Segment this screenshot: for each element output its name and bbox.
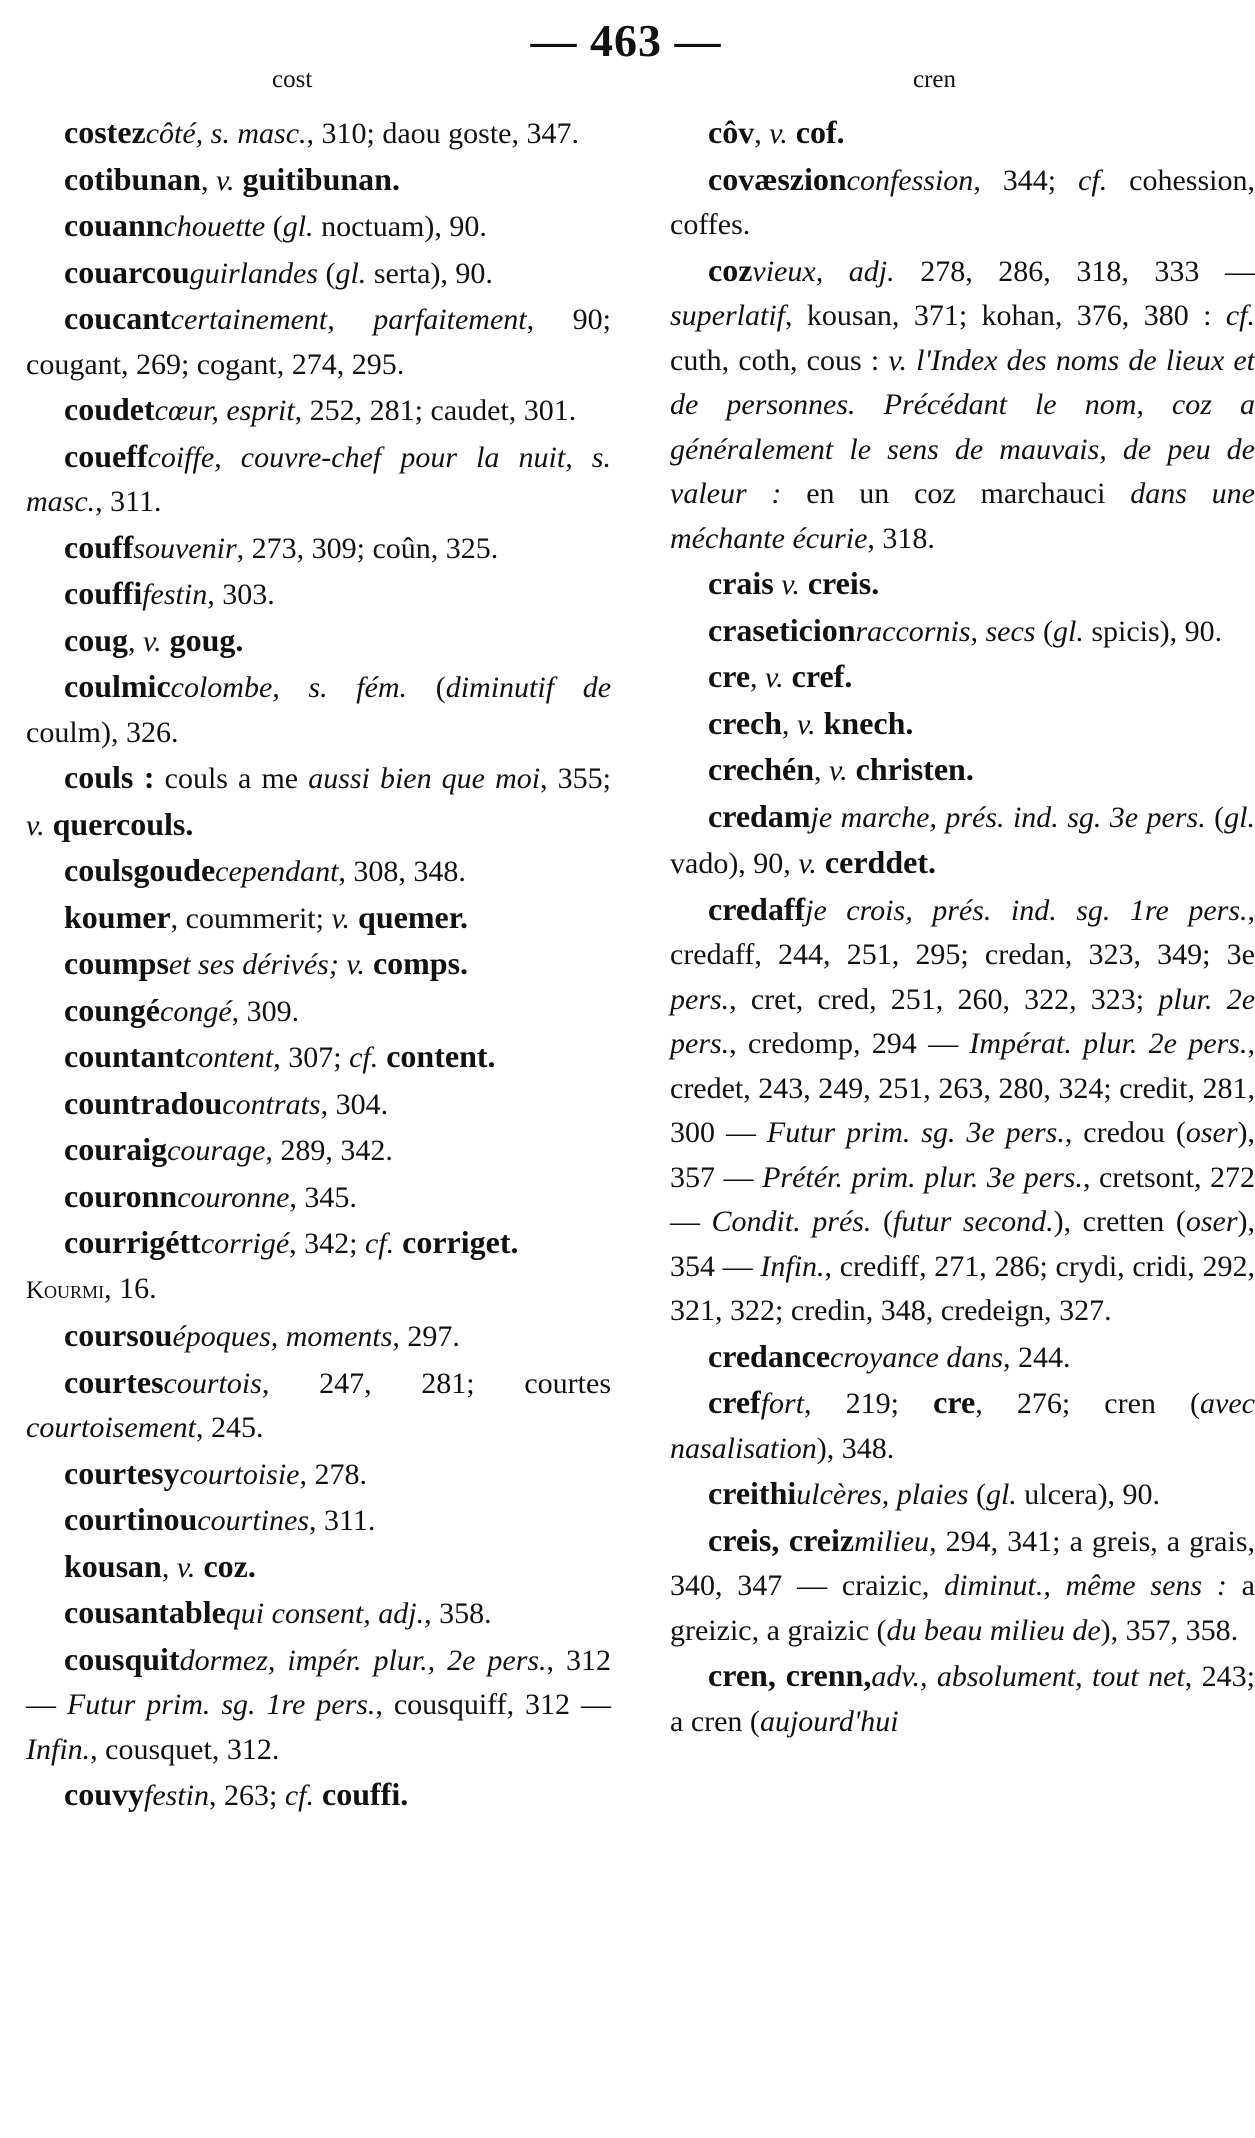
- entry-text: ), 354 —: [670, 1205, 1255, 1283]
- entry-text: , 278.: [299, 1457, 368, 1491]
- entry-text: , 303.: [207, 578, 275, 611]
- entry-text: a greizic, a graizic (: [670, 1569, 1255, 1647]
- headword: cotibunan: [64, 160, 201, 197]
- headword: creis, creiz: [708, 1521, 855, 1558]
- italic-gloss: corrigé: [200, 1227, 290, 1260]
- entry-text: , 244.: [1003, 1340, 1071, 1374]
- entry-text: vado), 90,: [670, 847, 799, 880]
- dictionary-entry: [26, 157, 611, 204]
- headword: coumps: [64, 945, 169, 981]
- headword: coz.: [195, 1547, 256, 1584]
- headword: cref.: [783, 658, 853, 694]
- italic-gloss: Infin.: [760, 1249, 825, 1283]
- entry-text: ), 357, 358.: [1100, 1613, 1239, 1647]
- italic-gloss: Impérat. plur. 2e pers.: [969, 1027, 1248, 1060]
- dictionary-entry: [26, 1034, 611, 1081]
- dictionary-entry: [670, 887, 1255, 1334]
- italic-gloss: cf.: [349, 1041, 379, 1074]
- italic-gloss: v.: [769, 117, 788, 150]
- dictionary-entry: [26, 571, 611, 618]
- dictionary-entry: [670, 1380, 1255, 1471]
- entry-text: , crediff, 271, 286; crydi, cridi, 292, 321, 322; credin, 348, credeign, 327.: [670, 1249, 1255, 1327]
- headword: coungé: [64, 991, 160, 1028]
- dictionary-entry: [26, 848, 611, 895]
- entry-text: ,: [161, 1550, 177, 1584]
- headword: coug: [64, 621, 128, 658]
- italic-gloss: pers.: [670, 982, 730, 1016]
- headword: corriget.: [394, 1224, 519, 1260]
- italic-gloss: courtoisement: [26, 1411, 196, 1444]
- headword: courtinou: [64, 1501, 198, 1537]
- italic-gloss: Condit. prés.: [711, 1205, 872, 1238]
- headword: côv: [708, 114, 755, 150]
- headword: courrigétt: [64, 1224, 201, 1260]
- entry-text: (: [871, 1205, 893, 1238]
- entry-text: (: [1035, 614, 1053, 648]
- dictionary-entry: [26, 1267, 611, 1314]
- italic-gloss: courtines: [197, 1504, 309, 1537]
- dictionary-entry: [670, 794, 1255, 887]
- headword: couffi.: [314, 1776, 409, 1812]
- dictionary-entry: [670, 654, 1255, 701]
- headword: cousquit: [64, 1640, 180, 1677]
- italic-gloss: gl.: [1224, 800, 1255, 834]
- italic-gloss: et ses dérivés; v.: [168, 948, 365, 981]
- italic-gloss: v.: [798, 847, 817, 880]
- entry-text: (: [1205, 800, 1225, 834]
- entry-text: , 245.: [195, 1411, 264, 1444]
- entry-text: , 310; daou goste, 347.: [306, 117, 579, 150]
- headword: credance: [708, 1337, 831, 1374]
- dictionary-entry: [26, 1544, 611, 1591]
- dictionary-entry: [26, 1772, 611, 1819]
- entry-text: , 309.: [231, 994, 300, 1028]
- italic-gloss: ulcères, plaies: [796, 1478, 969, 1511]
- headword: guitibunan.: [234, 160, 400, 197]
- italic-gloss: aujourd'hui: [759, 1704, 899, 1738]
- italic-gloss: époques, moments: [172, 1320, 393, 1353]
- italic-gloss: v.: [797, 707, 816, 741]
- entry-text: ,: [200, 163, 216, 197]
- headword: cre: [708, 658, 751, 694]
- italic-gloss: côté, s. masc.: [145, 117, 307, 150]
- italic-gloss: gl.: [335, 256, 367, 290]
- small-caps-name: Kourmi: [26, 1276, 105, 1304]
- italic-gloss: superlatif: [670, 299, 786, 332]
- headword: couarcou: [64, 253, 190, 290]
- headword: couff: [64, 528, 134, 565]
- left-column: [26, 110, 611, 1819]
- entry-text: , 90; cougant, 269; cogant, 274, 295.: [26, 303, 611, 381]
- dictionary-entry: [670, 561, 1255, 608]
- entry-text: , 345.: [289, 1180, 357, 1214]
- entry-text: , 263;: [209, 1779, 285, 1812]
- entry-text: serta), 90.: [366, 256, 493, 290]
- headword: cof.: [787, 114, 845, 150]
- headword: cre: [933, 1384, 976, 1420]
- italic-gloss: festin: [142, 578, 208, 611]
- italic-gloss: du beau milieu de: [886, 1613, 1101, 1647]
- headword: crais: [708, 565, 774, 601]
- dictionary-entry: [670, 248, 1255, 562]
- running-head-left: cost: [272, 66, 313, 93]
- headword: couann: [64, 207, 164, 243]
- headword: coulmic: [64, 668, 171, 704]
- headword: cref: [708, 1384, 761, 1420]
- headword: knech.: [815, 704, 914, 741]
- entry-text: , 297.: [392, 1320, 460, 1353]
- entry-text: , 308, 348.: [338, 855, 466, 888]
- entry-text: , 358.: [424, 1597, 492, 1630]
- italic-gloss: aussi bien que moi: [308, 762, 541, 795]
- headword: quercouls.: [44, 805, 194, 842]
- headword: quemer.: [350, 898, 468, 935]
- italic-gloss: cf.: [1078, 163, 1108, 197]
- headword: couvy: [64, 1776, 144, 1812]
- italic-gloss: courtoisie: [179, 1457, 300, 1491]
- entry-text: ,: [754, 117, 770, 150]
- headword: coursou: [64, 1317, 173, 1353]
- headword: credam: [708, 797, 811, 834]
- headword: comps.: [364, 945, 469, 981]
- dictionary-entry: [26, 941, 611, 988]
- headword: christen.: [847, 751, 974, 787]
- entry-text: , 243; a cren (: [670, 1660, 1255, 1738]
- headword: couraig: [64, 1131, 168, 1167]
- italic-gloss: diminutif de: [445, 671, 612, 704]
- entry-text: ), 348.: [816, 1431, 895, 1465]
- italic-gloss: confession: [846, 163, 974, 197]
- italic-gloss: v.: [176, 1550, 196, 1584]
- italic-gloss: dormez, impér. plur., 2e pers.: [179, 1643, 547, 1677]
- headword: coucant: [64, 300, 171, 336]
- entry-text: , cret, cred, 251, 260, 322, 323;: [729, 982, 1159, 1016]
- italic-gloss: cependant: [215, 855, 339, 888]
- entry-text: ,: [750, 661, 766, 694]
- entry-text: (: [265, 210, 283, 243]
- dictionary-entry: [26, 1497, 611, 1544]
- dictionary-entry: [26, 296, 611, 387]
- italic-gloss: festin: [144, 1779, 209, 1812]
- italic-gloss: v. l'Index des noms de lieux et de personnes. Précédant le nom, coz a généralement le sens de mauvais, de peu de valeur :: [670, 343, 1255, 510]
- italic-gloss: gl.: [282, 210, 314, 243]
- entry-text: ,: [814, 754, 830, 787]
- entry-text: , 247, 281; courtes: [261, 1366, 611, 1400]
- italic-gloss: v.: [765, 661, 784, 694]
- entry-text: couls a me: [154, 762, 309, 795]
- dictionary-entry: [26, 1360, 611, 1451]
- italic-gloss: guirlandes: [189, 256, 318, 290]
- italic-gloss: croyance dans: [830, 1340, 1004, 1374]
- entry-text: , 16.: [104, 1271, 157, 1305]
- entry-text: (: [317, 256, 336, 290]
- headword: credaff: [708, 890, 806, 927]
- headword: courtes: [64, 1363, 164, 1400]
- dictionary-entry: [26, 525, 611, 572]
- italic-gloss: v.: [143, 624, 162, 658]
- entry-text: , 307;: [273, 1041, 350, 1074]
- dictionary-entry: [670, 747, 1255, 794]
- running-head-right: cren: [913, 66, 957, 93]
- entry-text: ), cretten (: [1053, 1205, 1186, 1238]
- italic-gloss: gl.: [1052, 614, 1084, 648]
- italic-gloss: cf.: [1225, 299, 1255, 332]
- headword: koumer: [64, 898, 171, 935]
- headword: costez: [64, 114, 146, 150]
- italic-gloss: congé: [160, 994, 232, 1028]
- headword: creithi: [708, 1475, 797, 1511]
- entry-text: , 311.: [95, 485, 162, 518]
- entry-text: , 294, 341; a greis, a grais, 340, 347 — craizic,: [670, 1524, 1255, 1602]
- italic-gloss: contrats: [222, 1087, 321, 1121]
- entry-text: ,: [128, 624, 143, 658]
- entry-text: , 355;: [540, 762, 611, 795]
- dictionary-entry: [670, 1334, 1255, 1381]
- entry-text: ,: [782, 707, 798, 741]
- entry-text: cohession, coffes.: [670, 163, 1255, 241]
- entry-text: , credomp, 294 —: [729, 1027, 970, 1060]
- dictionary-entry: [26, 250, 611, 297]
- entry-text: , 311.: [309, 1504, 376, 1537]
- italic-gloss: cf.: [284, 1779, 314, 1812]
- dictionary-entry: [26, 618, 611, 665]
- headword: couronn: [64, 1177, 178, 1214]
- entry-text: , cousquiff, 312 —: [375, 1688, 611, 1721]
- italic-gloss: oser: [1185, 1116, 1238, 1149]
- headword: covæszion: [708, 160, 847, 197]
- italic-gloss: courage: [167, 1134, 266, 1167]
- italic-gloss: coiffe, couvre-chef pour la nuit, s. masc.: [26, 440, 611, 518]
- entry-text: , 342;: [289, 1227, 365, 1260]
- italic-gloss: v.: [331, 901, 351, 935]
- entry-text: , 344;: [973, 163, 1079, 197]
- dictionary-entry: [670, 701, 1255, 748]
- italic-gloss: courtois: [163, 1366, 262, 1400]
- dictionary-entry: [670, 608, 1255, 655]
- headword: kousan: [64, 1547, 162, 1584]
- italic-gloss: cf.: [364, 1227, 395, 1260]
- dictionary-entry: [670, 110, 1255, 157]
- italic-gloss: v.: [829, 754, 848, 787]
- entry-text: , 273, 309; coûn, 325.: [236, 531, 499, 565]
- headword: coueff: [64, 437, 148, 474]
- italic-gloss: oser: [1185, 1205, 1238, 1238]
- dictionary-entry: [26, 664, 611, 755]
- dictionary-entry: [26, 1590, 611, 1637]
- entry-text: , cretsont, 272 —: [670, 1160, 1255, 1238]
- dictionary-entry: [26, 1451, 611, 1498]
- italic-gloss: v.: [26, 808, 45, 842]
- dictionary-entry: [26, 895, 611, 942]
- headword: countradou: [64, 1084, 223, 1121]
- entry-text: ), 357 —: [670, 1116, 1255, 1194]
- headword: crechén: [708, 751, 815, 787]
- italic-gloss: futur second.: [892, 1205, 1054, 1238]
- dictionary-entry: [26, 755, 611, 848]
- dictionary-entry: [26, 1220, 611, 1267]
- headword: cren, crenn,: [708, 1657, 872, 1693]
- dictionary-entry: [26, 434, 611, 525]
- entry-text: , 312 —: [26, 1643, 611, 1721]
- entry-text: , kousan, 371; kohan, 376, 380 :: [785, 299, 1226, 332]
- dictionary-entry: [26, 203, 611, 250]
- entry-text: , 219;: [804, 1387, 934, 1420]
- headword: craseticion: [708, 611, 856, 648]
- italic-gloss: Prétér. prim. plur. 3e pers.: [762, 1160, 1083, 1194]
- italic-gloss: colombe, s. fém.: [170, 671, 408, 704]
- italic-gloss: vieux, adj.: [752, 254, 895, 288]
- entry-text: , credaff, 244, 251, 295; credan, 323, 349; 3e: [670, 893, 1255, 971]
- entry-text: coulm), 326.: [26, 715, 179, 749]
- italic-gloss: milieu: [854, 1524, 930, 1558]
- entry-text: , 289, 342.: [265, 1134, 393, 1167]
- entry-text: noctuam), 90.: [313, 210, 487, 243]
- headword: coudet: [64, 391, 155, 427]
- entry-text: , 304.: [320, 1087, 389, 1121]
- italic-gloss: v.: [781, 568, 800, 601]
- headword: crech: [708, 704, 783, 741]
- dictionary-entry: [670, 1518, 1255, 1654]
- italic-gloss: Infin.: [26, 1732, 91, 1766]
- italic-gloss: v.: [215, 163, 235, 197]
- dictionary-entry: [670, 157, 1255, 248]
- entry-text: , 252, 281; caudet, 301.: [294, 394, 577, 427]
- dictionary-entry: [26, 110, 611, 157]
- dictionary-entry: [26, 1174, 611, 1221]
- italic-gloss: diminut., même sens :: [944, 1569, 1227, 1602]
- headword: coz: [708, 251, 753, 288]
- headword: couffi: [64, 575, 143, 611]
- italic-gloss: certainement, parfaitement: [170, 303, 527, 336]
- dictionary-entry: [26, 387, 611, 434]
- headword: cerddet.: [816, 844, 936, 880]
- italic-gloss: adv., absolument, tout net: [871, 1660, 1185, 1693]
- italic-gloss: avec nasalisation: [670, 1387, 1255, 1465]
- entry-text: , credet, 243, 249, 251, 263, 280, 324; credit, 281, 300 —: [670, 1027, 1255, 1149]
- right-column: [670, 110, 1255, 1744]
- entry-text: en un coz marchauci: [781, 477, 1131, 510]
- page-number: — 463 —: [530, 15, 722, 66]
- italic-gloss: dans une méchante écurie: [670, 477, 1255, 555]
- headword: couls :: [64, 759, 155, 795]
- italic-gloss: je crois, prés. ind. sg. 1re pers.: [805, 893, 1248, 927]
- dictionary-entry: [26, 1127, 611, 1174]
- headword: creis.: [799, 565, 880, 601]
- headword: cousantable: [64, 1594, 226, 1630]
- entry-text: (: [968, 1478, 986, 1511]
- headword: courtesy: [64, 1454, 180, 1491]
- entry-text: , 276; cren (: [975, 1387, 1201, 1420]
- entry-text: , 318.: [867, 521, 935, 555]
- dictionary-entry: [26, 1637, 611, 1773]
- italic-gloss: Futur prim. sg. 1re pers.: [66, 1688, 376, 1721]
- entry-text: , cousquet, 312.: [90, 1732, 280, 1766]
- dictionary-entry: [26, 1313, 611, 1360]
- entry-text: ulcera), 90.: [1016, 1478, 1161, 1511]
- dictionary-entry: [26, 988, 611, 1035]
- dictionary-entry: [670, 1471, 1255, 1518]
- italic-gloss: je marche, prés. ind. sg. 3e pers.: [810, 800, 1206, 834]
- dictionary-entry: [26, 1081, 611, 1128]
- italic-gloss: raccornis, secs: [855, 614, 1036, 648]
- italic-gloss: plur. 2e pers.: [670, 982, 1255, 1060]
- headword: content.: [378, 1038, 496, 1074]
- entry-text: , credou (: [1064, 1116, 1186, 1149]
- italic-gloss: content: [184, 1041, 274, 1074]
- italic-gloss: Futur prim. sg. 3e pers.: [766, 1116, 1065, 1149]
- italic-gloss: chouette: [163, 210, 266, 243]
- entry-text: cuth, coth, cous :: [670, 343, 889, 377]
- entry-text: , coummerit;: [170, 901, 332, 935]
- entry-text: spicis), 90.: [1083, 614, 1223, 648]
- italic-gloss: fort: [760, 1387, 805, 1420]
- headword: countant: [64, 1038, 185, 1074]
- italic-gloss: gl.: [985, 1478, 1017, 1511]
- italic-gloss: qui consent, adj.: [225, 1597, 425, 1630]
- headword: goug.: [161, 621, 244, 658]
- dictionary-entry: [670, 1653, 1255, 1744]
- italic-gloss: souvenir: [133, 531, 237, 565]
- headword: coulsgoude: [64, 852, 216, 888]
- entry-text: (: [407, 671, 446, 704]
- italic-gloss: couronne: [177, 1180, 290, 1214]
- entry-text: 278, 286, 318, 333 —: [894, 254, 1255, 288]
- italic-gloss: cœur, esprit: [154, 394, 295, 427]
